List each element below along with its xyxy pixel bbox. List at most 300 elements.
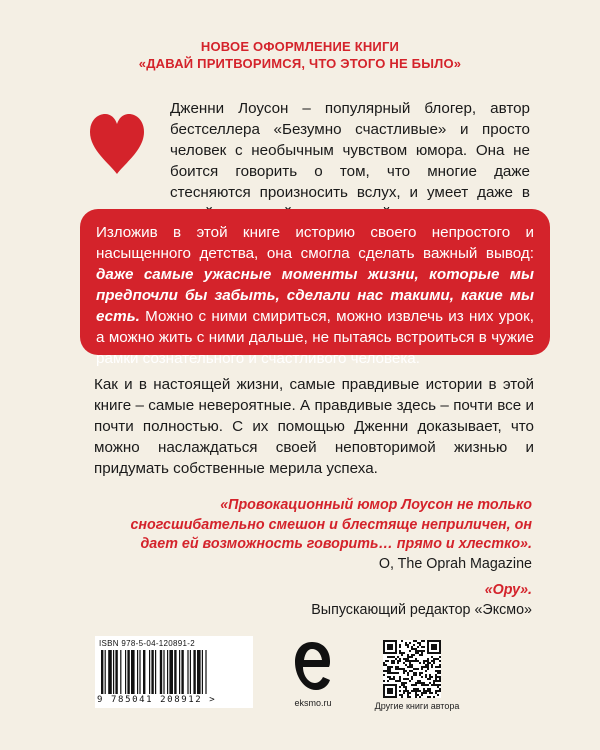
publisher-site: eksmo.ru [294, 698, 332, 708]
qr-module [411, 648, 413, 650]
barcode-bar [115, 650, 117, 694]
cover-header [0, 38, 600, 72]
qr-module [407, 656, 409, 658]
qr-module [411, 654, 413, 656]
qr-module [415, 696, 417, 698]
qr-module [433, 680, 435, 682]
barcode-bar [120, 650, 121, 694]
qr-module [393, 684, 395, 686]
barcode-bar [205, 650, 206, 694]
qr-module [423, 662, 425, 664]
qr-module [435, 680, 437, 682]
qr-module [405, 658, 407, 660]
qr-module [423, 640, 425, 642]
qr-module [413, 672, 415, 674]
qr-module [427, 646, 429, 648]
header-line-1: НОВОЕ ОФОРМЛЕНИЕ КНИГИ [200, 39, 400, 54]
qr-module [395, 696, 397, 698]
qr-module [435, 640, 437, 642]
eksmo-logo-icon [292, 640, 332, 692]
qr-module [435, 648, 437, 650]
qr-module [425, 660, 427, 662]
qr-module [407, 658, 409, 660]
qr-module [411, 664, 413, 666]
qr-module [409, 650, 411, 652]
qr-module [407, 654, 409, 656]
qr-module [413, 660, 415, 662]
qr-module [391, 660, 393, 662]
qr-module [395, 666, 397, 668]
qr-module [417, 690, 419, 692]
qr-module [419, 672, 421, 674]
qr-module [405, 670, 407, 672]
qr-module [431, 656, 433, 658]
qr-module [437, 694, 439, 696]
qr-module [415, 694, 417, 696]
qr-module [395, 648, 397, 650]
qr-module [411, 690, 413, 692]
qr-module [423, 666, 425, 668]
qr-module [439, 678, 441, 680]
qr-module [383, 648, 385, 650]
qr-module [421, 694, 423, 696]
qr-module [429, 674, 431, 676]
qr-module [413, 684, 415, 686]
qr-module [405, 688, 407, 690]
qr-module [395, 640, 397, 642]
qr-module [391, 646, 393, 648]
qr-module [405, 664, 407, 666]
qr-module [439, 690, 441, 692]
qr-module [407, 690, 409, 692]
qr-module [391, 690, 393, 692]
qr-module [389, 644, 391, 646]
qr-module [425, 684, 427, 686]
qr-module [425, 676, 427, 678]
qr-module [409, 670, 411, 672]
qr-module [427, 666, 429, 668]
qr-module [419, 680, 421, 682]
qr-module [399, 686, 401, 688]
qr-module [429, 678, 431, 680]
qr-module [411, 670, 413, 672]
qr-module [413, 640, 415, 642]
qr-module [409, 660, 411, 662]
qr-module [395, 686, 397, 688]
qr-module [403, 670, 405, 672]
qr-module [421, 646, 423, 648]
qr-module [389, 690, 391, 692]
qr-module [431, 666, 433, 668]
qr-module [409, 656, 411, 658]
qr-module [427, 696, 429, 698]
barcode-bar [125, 650, 126, 694]
qr-module [433, 658, 435, 660]
qr-module [399, 668, 401, 670]
qr-module [403, 672, 405, 674]
barcode-bar [187, 650, 188, 694]
qr-module [439, 670, 441, 672]
qr-module [413, 674, 415, 676]
qr-module [421, 676, 423, 678]
qr-module [389, 652, 391, 654]
qr-module [413, 654, 415, 656]
qr-module [439, 664, 441, 666]
qr-module [411, 678, 413, 680]
qr-module [387, 684, 389, 686]
qr-module [417, 660, 419, 662]
qr-module [405, 690, 407, 692]
qr-module [401, 694, 403, 696]
qr-module [403, 678, 405, 680]
qr-module [415, 650, 417, 652]
qr-module [415, 668, 417, 670]
qr-module [403, 690, 405, 692]
qr-module [439, 648, 441, 650]
qr-module [399, 650, 401, 652]
qr-module [423, 660, 425, 662]
qr-module [427, 662, 429, 664]
qr-module [403, 686, 405, 688]
qr-module [417, 652, 419, 654]
review-quote-1-source: O, The Oprah Magazine [378, 555, 532, 572]
qr-module [439, 660, 441, 662]
barcode-bar [131, 650, 135, 694]
qr-module [417, 682, 419, 684]
review-quote-2-text: «Ору». [484, 582, 532, 598]
qr-module [409, 696, 411, 698]
qr-module [409, 692, 411, 694]
qr-module [391, 692, 393, 694]
qr-module [407, 646, 409, 648]
qr-module [419, 690, 421, 692]
qr-module [399, 658, 401, 660]
qr-module [385, 664, 387, 666]
qr-module [389, 648, 391, 650]
qr-module [417, 694, 419, 696]
barcode-bar [113, 650, 114, 694]
barcode-bar [108, 650, 112, 694]
qr-module [389, 640, 391, 642]
qr-module [427, 684, 429, 686]
qr-module [421, 650, 423, 652]
qr-module [403, 658, 405, 660]
qr-module [405, 678, 407, 680]
qr-module [417, 680, 419, 682]
qr-module [393, 656, 395, 658]
qr-module [415, 660, 417, 662]
qr-module [429, 676, 431, 678]
barcode-bar [202, 650, 203, 694]
qr-module [423, 650, 425, 652]
qr-module [421, 640, 423, 642]
qr-module [383, 662, 385, 664]
qr-module [383, 694, 385, 696]
qr-module [433, 696, 435, 698]
qr-module [437, 690, 439, 692]
qr-module [399, 694, 401, 696]
qr-module [389, 696, 391, 698]
qr-module [431, 660, 433, 662]
qr-module [423, 690, 425, 692]
qr-module [383, 692, 385, 694]
qr-module [385, 660, 387, 662]
qr-module [439, 652, 441, 654]
qr-module [399, 690, 401, 692]
isbn-label: ISBN 978-5-04-120891-2 [99, 639, 195, 648]
qr-module [429, 682, 431, 684]
qr-module [399, 652, 401, 654]
qr-module [433, 640, 435, 642]
barcode-bar [179, 650, 180, 694]
qr-module [393, 672, 395, 674]
author-intro: Дженни Лоусон – популярный блогер, автор бестселлера «Безумно счастливые» и просто человек с необычным чувством юмора. Она не боится говорить о том, что многие даже стесняются произносить вслух, и умеет даже в [170, 100, 530, 201]
qr-module [387, 640, 389, 642]
qr-module [403, 652, 405, 654]
qr-module [431, 692, 433, 694]
qr-module [435, 652, 437, 654]
qr-module [417, 688, 419, 690]
qr-module [435, 684, 437, 686]
qr-module [391, 656, 393, 658]
qr-module [383, 684, 385, 686]
barcode-bar [155, 650, 156, 694]
qr-module [415, 690, 417, 692]
qr-module [415, 658, 417, 660]
qr-module [393, 652, 395, 654]
qr-module [385, 652, 387, 654]
qr-module [389, 688, 391, 690]
qr-module [433, 682, 435, 684]
qr-module [425, 670, 427, 672]
qr-module [387, 666, 389, 668]
qr-module [433, 660, 435, 662]
qr-module [387, 672, 389, 674]
qr-module [419, 662, 421, 664]
qr-module [431, 664, 433, 666]
qr-module [435, 644, 437, 646]
qr-module [415, 682, 417, 684]
qr-module [431, 646, 433, 648]
qr-module [395, 650, 397, 652]
qr-module [407, 644, 409, 646]
qr-module [393, 696, 395, 698]
qr-module [429, 692, 431, 694]
qr-module [421, 692, 423, 694]
qr-module [437, 640, 439, 642]
qr-module [387, 680, 389, 682]
qr-module [395, 668, 397, 670]
qr-module [415, 692, 417, 694]
barcode-bar [137, 650, 138, 694]
qr-module [395, 658, 397, 660]
qr-module [419, 644, 421, 646]
qr-module [427, 668, 429, 670]
review-quote-1 [92, 496, 532, 574]
qr-module [399, 660, 401, 662]
qr-module [427, 678, 429, 680]
qr-module [425, 690, 427, 692]
qr-module [411, 646, 413, 648]
barcode-bar [169, 650, 173, 694]
qr-module [409, 664, 411, 666]
qr-module [395, 646, 397, 648]
barcode-bar [127, 650, 129, 694]
qr-module [407, 696, 409, 698]
qr-module [391, 648, 393, 650]
qr-module [383, 640, 385, 642]
qr-module [383, 696, 385, 698]
qr-module [415, 640, 417, 642]
qr-module [429, 662, 431, 664]
qr-module [439, 672, 441, 674]
qr-module [419, 674, 421, 676]
qr-module [403, 668, 405, 670]
qr-module [395, 688, 397, 690]
qr-module [423, 684, 425, 686]
qr-module [419, 642, 421, 644]
qr-module [427, 648, 429, 650]
qr-module [425, 674, 427, 676]
barcode-bar [139, 650, 140, 694]
qr-module [417, 650, 419, 652]
qr-module [435, 674, 437, 676]
qr-module [387, 690, 389, 692]
qr-module [429, 690, 431, 692]
qr-module [395, 694, 397, 696]
qr-module [409, 642, 411, 644]
qr-module [435, 658, 437, 660]
qr-module [435, 666, 437, 668]
heart-icon [88, 112, 146, 176]
qr-module [391, 652, 393, 654]
highlight-box [80, 209, 550, 367]
qr-module [387, 696, 389, 698]
qr-module [417, 646, 419, 648]
qr-module [401, 640, 403, 642]
qr-module [439, 642, 441, 644]
header-line-2: «ДАВАЙ ПРИТВОРИМСЯ, ЧТО ЭТОГО НЕ БЫЛО» [138, 56, 462, 71]
qr-module [431, 644, 433, 646]
qr-module [433, 646, 435, 648]
qr-module [383, 670, 385, 672]
qr-module [427, 644, 429, 646]
qr-module [413, 644, 415, 646]
qr-module [421, 666, 423, 668]
qr-module [405, 686, 407, 688]
qr-module [405, 682, 407, 684]
qr-module [401, 654, 403, 656]
qr-module [427, 658, 429, 660]
qr-module [433, 652, 435, 654]
qr-module [415, 648, 417, 650]
barcode-bar [190, 650, 191, 694]
qr-module [407, 666, 409, 668]
qr-module [399, 680, 401, 682]
qr-module [399, 676, 401, 678]
qr-module [421, 684, 423, 686]
review-quote-2 [92, 581, 532, 620]
qr-module [435, 678, 437, 680]
qr-module [385, 670, 387, 672]
qr-module [387, 652, 389, 654]
qr-module [411, 666, 413, 668]
qr-module [427, 650, 429, 652]
qr-module [383, 686, 385, 688]
qr-module [391, 644, 393, 646]
highlight-text-before: Изложив в этой книге историю своего непростого и насыщенного детства, она смогла сделать важный вывод: [96, 224, 534, 262]
qr-module [389, 672, 391, 674]
qr-module [407, 692, 409, 694]
qr-module [395, 652, 397, 654]
qr-module [395, 680, 397, 682]
qr-module [431, 684, 433, 686]
qr-module [439, 688, 441, 690]
qr-module [433, 648, 435, 650]
highlight-text-after: Можно с ними смириться, можно извлечь из них урок, а можно жить с ними дальше, не пытаясь встроиться в чужие рамки сознательного и счастливого человека. [96, 308, 534, 367]
review-quote-2-source: Выпускающий редактор «Эксмо» [311, 601, 532, 618]
qr-module [401, 684, 403, 686]
qr-module [391, 672, 393, 674]
barcode-block [95, 636, 253, 708]
qr-module [439, 680, 441, 682]
qr-module [383, 642, 385, 644]
qr-module [437, 684, 439, 686]
qr-module [397, 672, 399, 674]
qr-module [421, 668, 423, 670]
qr-module [387, 656, 389, 658]
qr-code-icon[interactable] [383, 640, 441, 698]
qr-module [387, 648, 389, 650]
qr-module [421, 654, 423, 656]
qr-module [383, 646, 385, 648]
qr-module [419, 654, 421, 656]
qr-module [437, 652, 439, 654]
qr-module [439, 646, 441, 648]
qr-module [387, 670, 389, 672]
qr-module [397, 662, 399, 664]
qr-module [395, 644, 397, 646]
barcode-icon [99, 650, 249, 694]
qr-module [383, 674, 385, 676]
qr-module [389, 656, 391, 658]
qr-module [401, 696, 403, 698]
review-quote-1-text: «Провокационный юмор Лоусон не только сногсшибательно смешон и блестяще неприличен, он дает ей возможность говорить… прямо и хлестко». [130, 497, 532, 552]
qr-module [437, 670, 439, 672]
qr-module [433, 644, 435, 646]
qr-module [407, 694, 409, 696]
qr-module [437, 666, 439, 668]
qr-module [417, 642, 419, 644]
book-description: Как и в настоящей жизни, самые правдивые истории в этой книге – самые невероятные. А правдивые здесь – почти все и почти полностью. С их помощью Дженни доказывает, что можно наслаждаться своей неповторимой жизнью и придумать собственные мерила успеха. [94, 376, 534, 477]
qr-module [395, 672, 397, 674]
qr-module [439, 666, 441, 668]
qr-module [397, 668, 399, 670]
qr-module [389, 678, 391, 680]
qr-module [427, 640, 429, 642]
qr-module [415, 684, 417, 686]
qr-module [431, 676, 433, 678]
qr-module [395, 684, 397, 686]
qr-module [391, 684, 393, 686]
qr-module [395, 690, 397, 692]
qr-module [387, 646, 389, 648]
qr-module [389, 646, 391, 648]
qr-module [429, 696, 431, 698]
qr-module [437, 658, 439, 660]
qr-module [439, 676, 441, 678]
qr-module [439, 640, 441, 642]
